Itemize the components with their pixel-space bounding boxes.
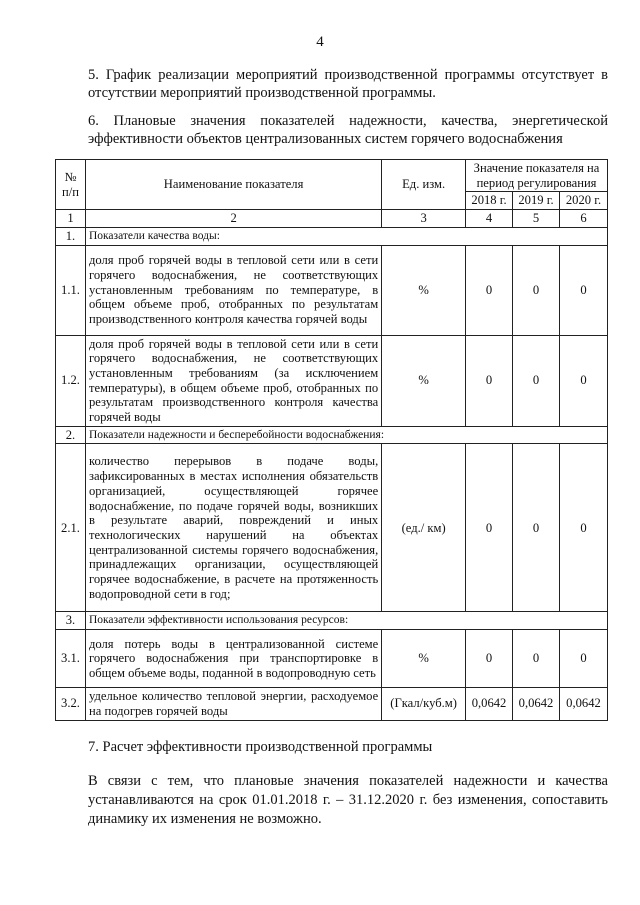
table-row — [56, 245, 608, 335]
section-7-text: В связи с тем, что плановые значения показателей надежности и качества устанавливаются на срок 01.01.2018 г. – 31.12.2020 г. без изменения, сопоставить динамику их изменения не возможно. — [88, 773, 608, 827]
row-unit: % — [382, 245, 466, 335]
col-number: 5 — [513, 210, 560, 228]
row-name: доля потерь воды в централизованной системе горячего водоснабжения при транспортировке в общем объеме воды, поданной в водопроводную сеть — [85, 630, 381, 688]
group-title: Показатели надежности и бесперебойности водоснабжения: — [85, 426, 607, 444]
header-year: 2019 г. — [513, 192, 560, 210]
row-unit: (Гкал/куб.м) — [382, 688, 466, 720]
row-value: 0 — [513, 245, 560, 335]
row-value: 0 — [466, 335, 513, 426]
row-unit: (ед./ км) — [382, 444, 466, 612]
group-title: Показатели качества воды: — [85, 227, 607, 245]
row-value: 0,0642 — [559, 688, 607, 720]
header-year: 2020 г. — [559, 192, 607, 210]
section-6-title: 6. Плановые значения показателей надежности, качества, энергетической эффективности объектов централизованных систем горячего водоснабжения — [88, 113, 608, 147]
group-num: 1. — [56, 227, 86, 245]
header-num: № п/п — [56, 160, 86, 210]
row-unit: % — [382, 630, 466, 688]
col-number: 2 — [85, 210, 381, 228]
row-num: 3.1. — [56, 630, 86, 688]
row-name: доля проб горячей воды в тепловой сети или в сети горячего водоснабжения, не соответствующих установленным требованиям (за исключением температуры), в общем объеме проб, отобранных по результатам производственного контроля качества горячей воды — [85, 335, 381, 426]
table-row — [56, 444, 608, 612]
row-value: 0 — [559, 444, 607, 612]
row-value: 0 — [513, 335, 560, 426]
indicators-table — [55, 159, 608, 721]
row-name: доля проб горячей воды в тепловой сети или в сети горячего водоснабжения, не соответствующих установленным требованиям по температуре, в общем объеме проб, отобранных по результатам производственного контроля качества горячей воды — [85, 245, 381, 335]
row-num: 1.2. — [56, 335, 86, 426]
section-7-title: 7. Расчет эффективности производственной программы — [88, 739, 433, 755]
row-value: 0 — [466, 630, 513, 688]
page-number: 4 — [316, 34, 324, 50]
table-row — [56, 335, 608, 426]
row-value: 0 — [559, 245, 607, 335]
row-name: удельное количество тепловой энергии, расходуемое на подогрев горячей воды — [85, 688, 381, 720]
row-value: 0 — [513, 444, 560, 612]
row-name: количество перерывов в подаче воды, зафиксированных в местах исполнения обязательств организацией, осуществляющей горячее водоснабжение, по подаче горячей воды, возникших в результате аварий, повреждений и иных технологических нарушений на объектах централизованной системы горячего водоснабжения, принадлежащих организации, осуществляющей горячее водоснабжение, в расчете на протяженность водопроводной сети в год; — [85, 444, 381, 612]
row-num: 3.2. — [56, 688, 86, 720]
header-name: Наименование показателя — [85, 160, 381, 210]
row-num: 2.1. — [56, 444, 86, 612]
table-row — [56, 688, 608, 720]
row-value: 0 — [513, 630, 560, 688]
group-num: 2. — [56, 426, 86, 444]
header-year: 2018 г. — [466, 192, 513, 210]
col-number: 3 — [382, 210, 466, 228]
header-unit: Ед. изм. — [382, 160, 466, 210]
header-value-group: Значение показателя на период регулирования — [466, 160, 608, 192]
row-value: 0,0642 — [513, 688, 560, 720]
row-value: 0,0642 — [466, 688, 513, 720]
row-unit: % — [382, 335, 466, 426]
row-value: 0 — [466, 245, 513, 335]
col-number: 1 — [56, 210, 86, 228]
row-value: 0 — [559, 630, 607, 688]
section-5-text: 5. График реализации мероприятий производственной программы отсутствует в отсутствии мероприятий производственной программы. — [88, 67, 608, 101]
col-number: 4 — [466, 210, 513, 228]
group-num: 3. — [56, 612, 86, 630]
col-number: 6 — [559, 210, 607, 228]
group-title: Показатели эффективности использования ресурсов: — [85, 612, 607, 630]
table-row — [56, 630, 608, 688]
row-value: 0 — [466, 444, 513, 612]
row-num: 1.1. — [56, 245, 86, 335]
row-value: 0 — [559, 335, 607, 426]
